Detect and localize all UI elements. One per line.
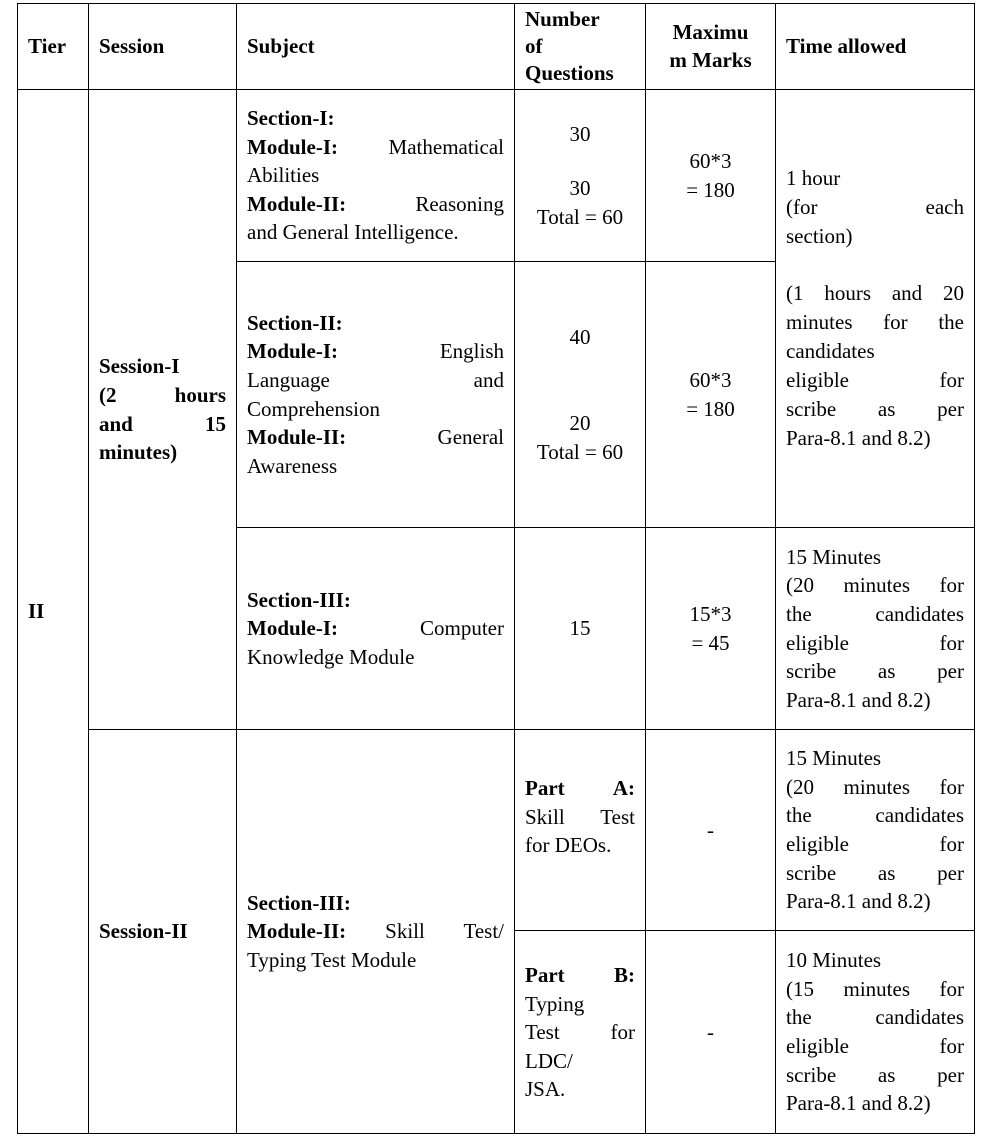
marks-line: = 180 <box>686 396 735 421</box>
section-label: Section-III: <box>247 587 351 612</box>
header-mm-line: Maximu <box>672 20 749 45</box>
time-line: the candidates <box>786 601 964 626</box>
marks-line: = 180 <box>686 177 735 202</box>
questions-section-3: 15 <box>515 528 646 730</box>
module-text: Abilities <box>247 163 320 188</box>
part-a-cell <box>515 730 646 931</box>
header-maximum-marks <box>646 4 776 90</box>
part-line: JSA. <box>525 1077 566 1102</box>
part-line: for DEOs. <box>525 833 612 858</box>
time-line: Para-8.1 and 8.2) <box>786 425 931 450</box>
module-text: Awareness <box>247 453 338 478</box>
time-line: 15 Minutes <box>786 746 882 771</box>
time-line: (20 minutes for <box>786 573 964 598</box>
module-text: Reasoning <box>415 191 504 216</box>
header-time-allowed: Time allowed <box>776 4 975 90</box>
marks-part-a: - <box>646 730 776 931</box>
part-line: Typing <box>525 991 585 1016</box>
time-line: eligible for <box>786 630 964 655</box>
time-line: eligible for <box>786 1034 964 1058</box>
module-text: Knowledge Module <box>247 644 415 669</box>
time-sections-1-2 <box>776 90 975 528</box>
module-text: Computer <box>420 616 504 641</box>
header-nq-line: Number <box>525 6 600 31</box>
time-line: (15 minutes for <box>786 976 964 1001</box>
time-line: (for each <box>786 195 964 220</box>
time-line: eligible for <box>786 367 964 392</box>
time-line: scribe as per <box>786 396 964 421</box>
module-text: English <box>439 339 504 364</box>
module-label: Module-II: <box>247 191 347 216</box>
time-line: Para-8.1 and 8.2) <box>786 889 931 914</box>
module-label: Module-I: <box>247 616 338 641</box>
marks-line: 60*3 <box>689 148 732 173</box>
session-2-cell: Session-II <box>89 730 237 1134</box>
header-nq-line: of <box>525 33 543 58</box>
header-nq-line: Questions <box>525 61 614 86</box>
marks-line: = 45 <box>691 630 730 655</box>
time-line: section) <box>786 224 853 249</box>
subject-section-1 <box>237 90 515 262</box>
time-line: eligible for <box>786 832 964 856</box>
time-line: scribe as per <box>786 860 964 885</box>
marks-line: 15*3 <box>689 601 732 626</box>
time-line: scribe as per <box>786 659 964 684</box>
question-count: 30 <box>569 121 591 146</box>
question-total: Total = 60 <box>536 204 624 229</box>
time-line: scribe as per <box>786 1062 964 1087</box>
time-line: the candidates <box>786 1005 964 1030</box>
subject-section-3 <box>237 528 515 730</box>
time-line: (20 minutes for <box>786 774 964 799</box>
module-text: and General Intelligence. <box>247 220 459 245</box>
question-count: 20 <box>569 411 591 436</box>
session-1-line: minutes) <box>99 440 178 465</box>
section-label: Section-III: <box>247 890 351 915</box>
part-line: Skill Test <box>525 804 635 829</box>
marks-section-2 <box>646 262 776 528</box>
header-number-of-questions <box>515 4 646 90</box>
section-label: Section-II: <box>247 310 343 335</box>
time-line: (1 hours and 20 <box>786 281 964 306</box>
time-line: Para-8.1 and 8.2) <box>786 1091 931 1116</box>
part-line: LDC/ <box>525 1048 573 1073</box>
time-section-3 <box>776 528 975 730</box>
header-mm-line: m Marks <box>669 47 752 72</box>
session-1-line: and 15 <box>99 411 226 436</box>
time-part-a <box>776 730 975 931</box>
module-text: Skill Test/ <box>385 919 504 944</box>
module-text: Comprehension <box>247 396 380 421</box>
module-text: General <box>437 425 504 450</box>
time-line: minutes for the <box>786 310 964 335</box>
marks-part-b: - <box>646 931 776 1134</box>
part-line: Test for <box>525 1020 635 1045</box>
session-1-line: Session-I <box>99 354 180 379</box>
marks-section-1 <box>646 90 776 262</box>
subject-skill-test <box>237 730 515 1134</box>
marks-line: 60*3 <box>689 367 732 392</box>
time-line: 10 Minutes <box>786 948 882 973</box>
session-1-line: (2 hours <box>99 382 226 407</box>
time-line: the candidates <box>786 803 964 828</box>
tier-cell: II <box>18 90 89 1134</box>
module-text: Typing Test Module <box>247 947 417 972</box>
session-1-cell <box>89 90 237 730</box>
marks-section-3 <box>646 528 776 730</box>
part-b-cell <box>515 931 646 1134</box>
time-line: candidates <box>786 338 875 363</box>
question-count: 40 <box>569 324 591 349</box>
module-label: Module-II: <box>247 919 347 944</box>
time-line: Para-8.1 and 8.2) <box>786 687 931 712</box>
module-text: Mathematical <box>388 134 504 159</box>
module-label: Module-I: <box>247 134 338 159</box>
exam-scheme-table <box>17 3 975 1134</box>
time-line: 1 hour <box>786 166 841 191</box>
module-label: Module-I: <box>247 339 338 364</box>
part-label: Part B: <box>525 963 635 987</box>
question-total: Total = 60 <box>536 439 624 464</box>
module-text: Language and <box>247 367 504 392</box>
table-row <box>18 90 975 262</box>
time-line: 15 Minutes <box>786 544 882 569</box>
subject-section-2 <box>237 262 515 528</box>
header-tier: Tier <box>18 4 89 90</box>
section-label: Section-I: <box>247 106 335 131</box>
question-count: 30 <box>569 176 591 201</box>
module-label: Module-II: <box>247 425 347 450</box>
questions-section-1 <box>515 90 646 262</box>
header-row <box>18 4 975 90</box>
header-session: Session <box>89 4 237 90</box>
part-label: Part A: <box>525 776 635 800</box>
header-subject: Subject <box>237 4 515 90</box>
questions-section-2 <box>515 262 646 528</box>
table-row <box>18 730 975 931</box>
time-part-b <box>776 931 975 1134</box>
